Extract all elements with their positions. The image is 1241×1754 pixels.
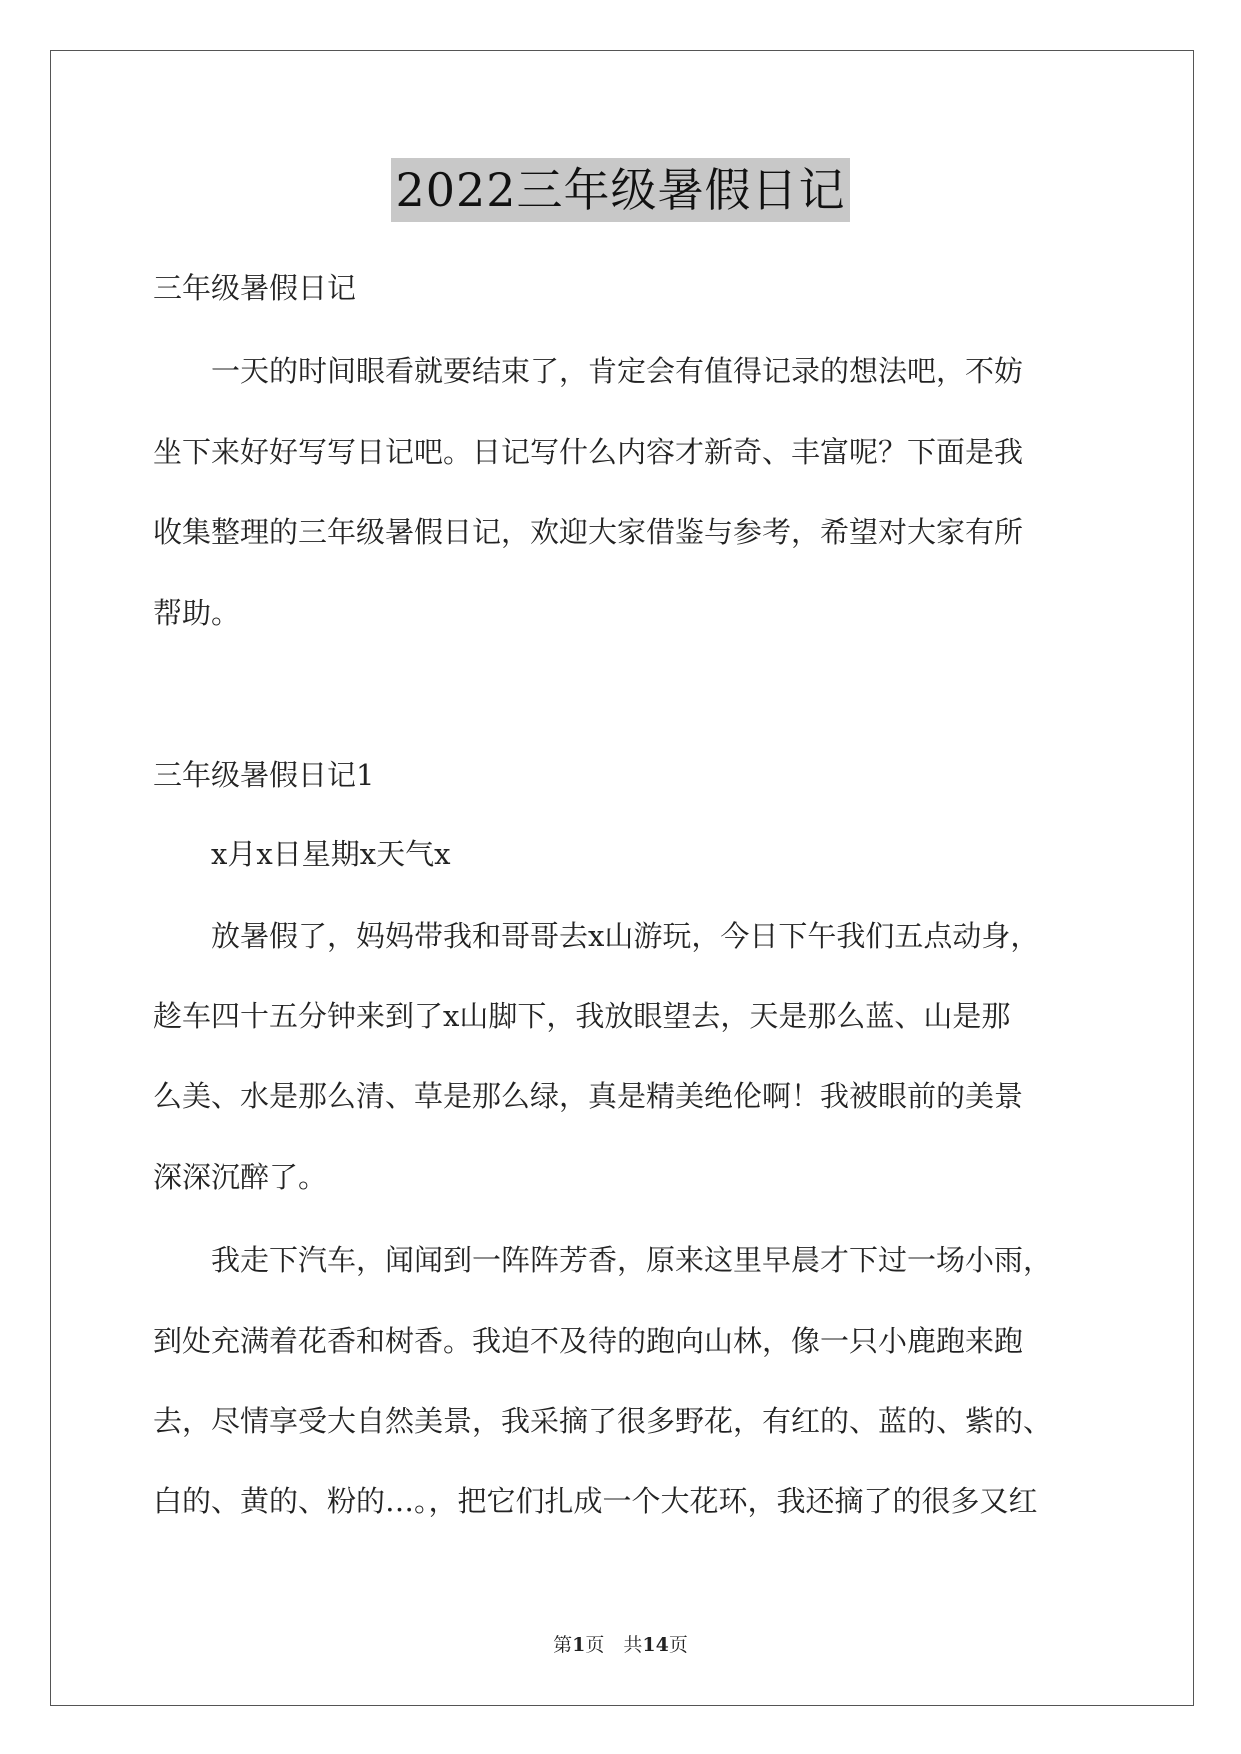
paragraph-line: 收集整理的三年级暑假日记，欢迎大家借鉴与参考，希望对大家有所 [153, 515, 1024, 549]
paragraph-line: 到处充满着花香和树香。我迫不及待的跑向山林，像一只小鹿跑来跑 [153, 1324, 1024, 1358]
current-page-number: 1 [572, 1634, 586, 1656]
paragraph-line: 放暑假了，妈妈带我和哥哥去x山游玩，今日下午我们五点动身， [153, 919, 1040, 953]
paragraph-line: 坐下来好好写写日记吧。日记写什么内容才新奇、丰富呢？下面是我 [153, 435, 1024, 469]
footer-prefix: 第 [553, 1634, 573, 1656]
date-line: x月x日星期x天气x [153, 837, 451, 871]
paragraph-line: 深深沉醉了。 [153, 1160, 328, 1194]
footer-suffix: 页 [668, 1634, 688, 1656]
paragraph-line: 白的、黄的、粉的…。，把它们扎成一个大花环，我还摘了的很多又红 [153, 1484, 1038, 1518]
paragraph-line: 一天的时间眼看就要结束了，肯定会有值得记录的想法吧，不妨 [153, 354, 1024, 388]
document-title: 2022三年级暑假日记 [391, 158, 849, 222]
paragraph-line: 去，尽情享受大自然美景，我采摘了很多野花，有红的、蓝的、紫的、 [153, 1404, 1053, 1438]
total-page-number: 14 [642, 1634, 669, 1656]
section-heading: 三年级暑假日记 [153, 271, 357, 305]
paragraph-line: 我走下汽车，闻闻到一阵阵芳香，原来这里早晨才下过一场小雨， [153, 1243, 1053, 1277]
section-heading: 三年级暑假日记1 [153, 758, 375, 792]
footer-middle: 页 共 [585, 1634, 643, 1656]
page-footer [0, 1632, 1241, 1658]
paragraph-line: 么美、水是那么清、草是那么绿，真是精美绝伦啊！我被眼前的美景 [153, 1079, 1024, 1113]
paragraph-line: 趁车四十五分钟来到了x山脚下，我放眼望去，天是那么蓝、山是那 [153, 999, 1011, 1033]
paragraph-line: 帮助。 [153, 596, 241, 630]
title-container [0, 158, 1241, 222]
